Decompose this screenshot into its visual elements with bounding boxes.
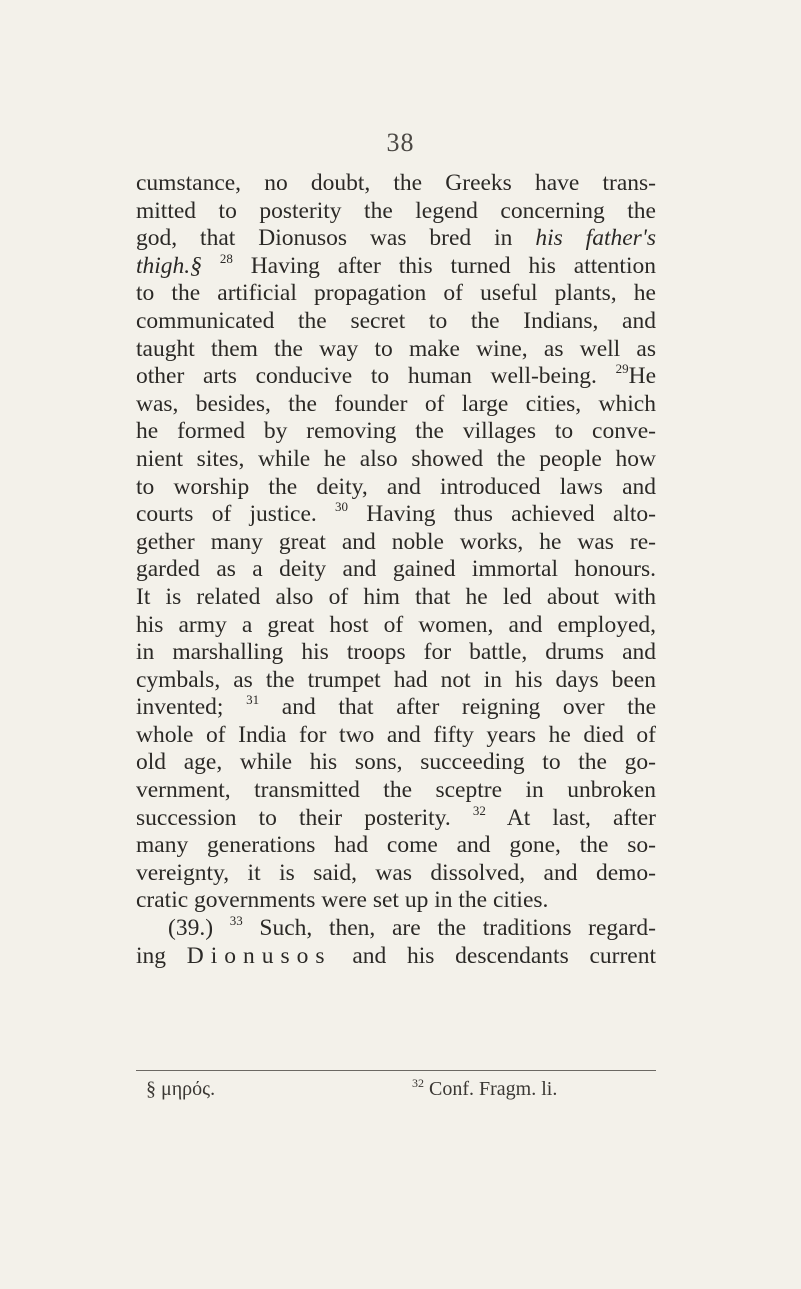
text-segment: (39.) — [168, 915, 230, 942]
text-line — [136, 860, 656, 888]
text-segment: was, besides, the founder of large cities, which — [136, 390, 656, 417]
text-line — [136, 474, 656, 502]
text-segment: Dionusos — [186, 942, 332, 969]
text-line — [136, 667, 656, 695]
text-segment: many generations had come and gone, the so- — [136, 832, 656, 859]
text-segment: and that after reigning over the — [259, 694, 656, 721]
text-line — [136, 446, 656, 474]
text-segment: It is related also of him that he led about with — [136, 583, 656, 610]
text-segment: vernment, transmitted the sceptre in unbroken — [136, 777, 656, 804]
text-line — [136, 391, 656, 419]
text-segment: taught them the way to make wine, as well as — [136, 335, 656, 362]
text-line — [136, 308, 656, 336]
text-segment: Such, then, are the traditions regard- — [242, 915, 657, 942]
text-line — [136, 529, 656, 557]
text-line — [136, 639, 656, 667]
footnote-32 — [412, 1078, 557, 1101]
text-segment: vereignty, it is said, was dissolved, and demo- — [136, 859, 656, 886]
text-segment: cratic governments were set up in the cities. — [136, 887, 549, 914]
text-segment: Having thus achieved alto- — [348, 501, 656, 528]
text-line — [136, 915, 656, 943]
body-text — [136, 170, 656, 970]
text-segment: gether many great and noble works, he was re- — [136, 528, 656, 555]
text-line — [136, 170, 656, 198]
text-line — [136, 280, 656, 308]
text-segment — [202, 253, 220, 279]
section-number: 28 — [219, 250, 233, 266]
text-segment: he formed by removing the villages to conve- — [136, 418, 656, 445]
section-number: 29 — [615, 361, 629, 377]
text-segment: communicated the secret to the Indians, and — [136, 307, 656, 334]
text-segment: in marshalling his troops for battle, drums and — [136, 639, 656, 666]
text-segment: Having after this turned his attention — [232, 252, 656, 279]
text-line — [136, 336, 656, 364]
text-line — [136, 802, 657, 833]
section-number: 31 — [246, 692, 260, 708]
footnote-text: Conf. Fragm. li. — [424, 1078, 558, 1100]
text-line — [136, 250, 656, 281]
text-line — [136, 556, 656, 584]
text-line — [136, 777, 656, 805]
text-line — [136, 887, 656, 915]
text-segment: At last, after — [485, 804, 657, 831]
text-segment: other arts conducive to human well-being. — [136, 363, 616, 390]
text-segment: courts of justice. — [136, 501, 336, 528]
text-line — [136, 612, 656, 640]
text-segment: god, that Dionusos was bred in — [136, 225, 536, 252]
text-line — [136, 943, 656, 971]
section-number: 32 — [472, 802, 486, 818]
text-line — [136, 225, 656, 253]
text-line — [136, 363, 656, 391]
text-line — [136, 749, 656, 777]
text-segment: garded as a deity and gained immortal honours. — [136, 556, 656, 583]
text-segment: old age, while his sons, succeeding to the go- — [136, 749, 656, 776]
section-number: 30 — [335, 499, 349, 515]
text-line — [136, 501, 656, 529]
text-segment: whole of India for two and fifty years he died of — [136, 721, 656, 748]
text-line — [136, 198, 656, 226]
text-segment: ing — [136, 942, 187, 969]
text-line — [136, 584, 656, 612]
text-segment: cumstance, no doubt, the Greeks have trans- — [136, 170, 656, 196]
footnote-divider — [136, 1070, 656, 1071]
footnote-number: 32 — [412, 1076, 424, 1090]
text-segment: mitted to posterity the legend concerning the — [136, 197, 656, 224]
text-line — [136, 694, 656, 722]
text-line — [136, 722, 656, 750]
text-segment: succession to their posterity. — [136, 804, 473, 831]
text-segment: invented; — [136, 694, 247, 721]
text-segment: and his descendants current — [331, 942, 657, 969]
text-segment: nient sites, while he also showed the people how — [136, 445, 656, 472]
text-line — [136, 832, 656, 860]
text-segment: thigh.§ — [136, 252, 202, 279]
text-segment: his army a great host of women, and employed, — [136, 611, 656, 638]
text-line — [136, 418, 656, 446]
text-segment: to worship the deity, and introduced laws and — [136, 473, 656, 500]
section-number: 33 — [229, 913, 243, 929]
page-number: 38 — [386, 128, 415, 157]
footnote-section-mark: § μηρός. — [146, 1078, 216, 1100]
text-segment: his father's — [535, 225, 656, 252]
text-segment: He — [628, 363, 656, 390]
text-segment: to the artificial propagation of useful plants, he — [136, 280, 656, 307]
text-segment: cymbals, as the trumpet had not in his days been — [136, 666, 656, 693]
